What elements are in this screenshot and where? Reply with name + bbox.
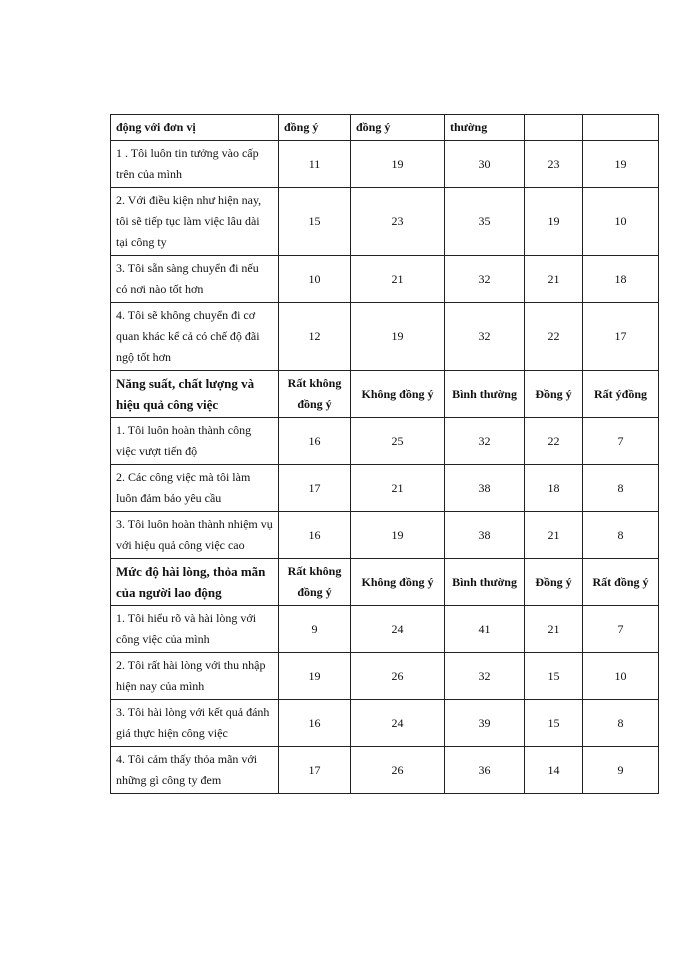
count-cell-disagree: 21 (351, 256, 445, 303)
count-cell-strongly-disagree: 15 (279, 188, 351, 256)
count-cell-disagree: 19 (351, 141, 445, 188)
count-cell-disagree: 19 (351, 512, 445, 559)
survey-table (110, 114, 659, 794)
count-cell-strongly-agree: 10 (583, 188, 659, 256)
count-cell-strongly-agree: 18 (583, 256, 659, 303)
count-cell-strongly-disagree: 16 (279, 418, 351, 465)
count-cell-neutral: 35 (445, 188, 525, 256)
count-cell-neutral: 32 (445, 256, 525, 303)
count-cell-neutral: 38 (445, 465, 525, 512)
count-cell-strongly-disagree: 16 (279, 512, 351, 559)
count-cell-strongly-disagree: 17 (279, 747, 351, 794)
count-cell-agree: 21 (525, 606, 583, 653)
section-header-row (111, 559, 659, 606)
count-cell-neutral: 32 (445, 653, 525, 700)
header-cell-strongly-agree (583, 115, 659, 141)
count-cell-disagree: 24 (351, 700, 445, 747)
column-header-strongly-agree: Rất đồng ý (583, 559, 659, 606)
count-cell-strongly-disagree: 16 (279, 700, 351, 747)
count-cell-neutral: 32 (445, 418, 525, 465)
count-cell-strongly-agree: 19 (583, 141, 659, 188)
count-cell-disagree: 26 (351, 747, 445, 794)
count-cell-agree: 14 (525, 747, 583, 794)
count-cell-neutral: 41 (445, 606, 525, 653)
header-cell-neutral: thường (445, 115, 525, 141)
count-cell-neutral: 30 (445, 141, 525, 188)
column-header-strongly-disagree: Rất không đồng ý (279, 559, 351, 606)
section-title: Mức độ hài lòng, thỏa mãn của người lao động (111, 559, 279, 606)
count-cell-strongly-disagree: 10 (279, 256, 351, 303)
count-cell-disagree: 26 (351, 653, 445, 700)
count-cell-strongly-agree: 8 (583, 700, 659, 747)
table-row (111, 418, 659, 465)
count-cell-strongly-disagree: 17 (279, 465, 351, 512)
count-cell-strongly-agree: 7 (583, 606, 659, 653)
column-header-strongly-agree: Rất ýđồng (583, 371, 659, 418)
table-row (111, 700, 659, 747)
header-cell-agree (525, 115, 583, 141)
count-cell-strongly-disagree: 19 (279, 653, 351, 700)
question-cell: 4. Tôi cảm thấy thỏa mãn với những gì công ty đem (111, 747, 279, 794)
continued-header-row (111, 115, 659, 141)
column-header-agree: Đồng ý (525, 559, 583, 606)
count-cell-neutral: 36 (445, 747, 525, 794)
column-header-neutral: Bình thường (445, 371, 525, 418)
question-cell: 4. Tôi sẽ không chuyển đi cơ quan khác kể cả có chế độ đãi ngộ tốt hơn (111, 303, 279, 371)
question-cell: 3. Tôi sẵn sàng chuyển đi nếu có nơi nào tốt hơn (111, 256, 279, 303)
header-cell-strongly-disagree: đồng ý (279, 115, 351, 141)
count-cell-agree: 21 (525, 512, 583, 559)
question-cell: 3. Tôi luôn hoàn thành nhiệm vụ với hiệu quả công việc cao (111, 512, 279, 559)
table-row (111, 606, 659, 653)
count-cell-agree: 15 (525, 700, 583, 747)
count-cell-neutral: 39 (445, 700, 525, 747)
question-cell: 1 . Tôi luôn tin tưởng vào cấp trên của mình (111, 141, 279, 188)
question-cell: 2. Với điều kiện như hiện nay, tôi sẽ tiếp tục làm việc lâu dài tại công ty (111, 188, 279, 256)
count-cell-disagree: 19 (351, 303, 445, 371)
count-cell-strongly-agree: 8 (583, 512, 659, 559)
column-header-agree: Đồng ý (525, 371, 583, 418)
count-cell-agree: 15 (525, 653, 583, 700)
count-cell-strongly-disagree: 12 (279, 303, 351, 371)
section-title: Năng suất, chất lượng và hiệu quả công việc (111, 371, 279, 418)
count-cell-neutral: 38 (445, 512, 525, 559)
question-cell: 3. Tôi hài lòng với kết quả đánh giá thực hiện công việc (111, 700, 279, 747)
count-cell-strongly-agree: 9 (583, 747, 659, 794)
table-row (111, 188, 659, 256)
count-cell-strongly-agree: 17 (583, 303, 659, 371)
table-row (111, 747, 659, 794)
count-cell-agree: 22 (525, 418, 583, 465)
column-header-disagree: Không đồng ý (351, 371, 445, 418)
table-row (111, 653, 659, 700)
count-cell-strongly-agree: 7 (583, 418, 659, 465)
count-cell-disagree: 23 (351, 188, 445, 256)
table-row (111, 141, 659, 188)
count-cell-strongly-disagree: 9 (279, 606, 351, 653)
count-cell-neutral: 32 (445, 303, 525, 371)
question-cell: 1. Tôi luôn hoàn thành công việc vượt tiến độ (111, 418, 279, 465)
table-row (111, 303, 659, 371)
question-cell: 2. Các công việc mà tôi làm luôn đảm bảo yêu cầu (111, 465, 279, 512)
count-cell-disagree: 21 (351, 465, 445, 512)
count-cell-strongly-agree: 10 (583, 653, 659, 700)
column-header-disagree: Không đồng ý (351, 559, 445, 606)
count-cell-agree: 18 (525, 465, 583, 512)
question-cell: 2. Tôi rất hài lòng với thu nhập hiện nay của mình (111, 653, 279, 700)
table-row (111, 256, 659, 303)
count-cell-agree: 19 (525, 188, 583, 256)
table-row (111, 465, 659, 512)
section-header-row (111, 371, 659, 418)
count-cell-agree: 23 (525, 141, 583, 188)
criterion-header-cell: động với đơn vị (111, 115, 279, 141)
question-cell: 1. Tôi hiểu rõ và hài lòng với công việc của mình (111, 606, 279, 653)
table-row (111, 512, 659, 559)
header-cell-disagree: đồng ý (351, 115, 445, 141)
count-cell-agree: 21 (525, 256, 583, 303)
column-header-neutral: Bình thường (445, 559, 525, 606)
count-cell-disagree: 25 (351, 418, 445, 465)
count-cell-strongly-disagree: 11 (279, 141, 351, 188)
count-cell-disagree: 24 (351, 606, 445, 653)
count-cell-strongly-agree: 8 (583, 465, 659, 512)
column-header-strongly-disagree: Rất không đồng ý (279, 371, 351, 418)
survey-table-body (111, 115, 659, 794)
count-cell-agree: 22 (525, 303, 583, 371)
